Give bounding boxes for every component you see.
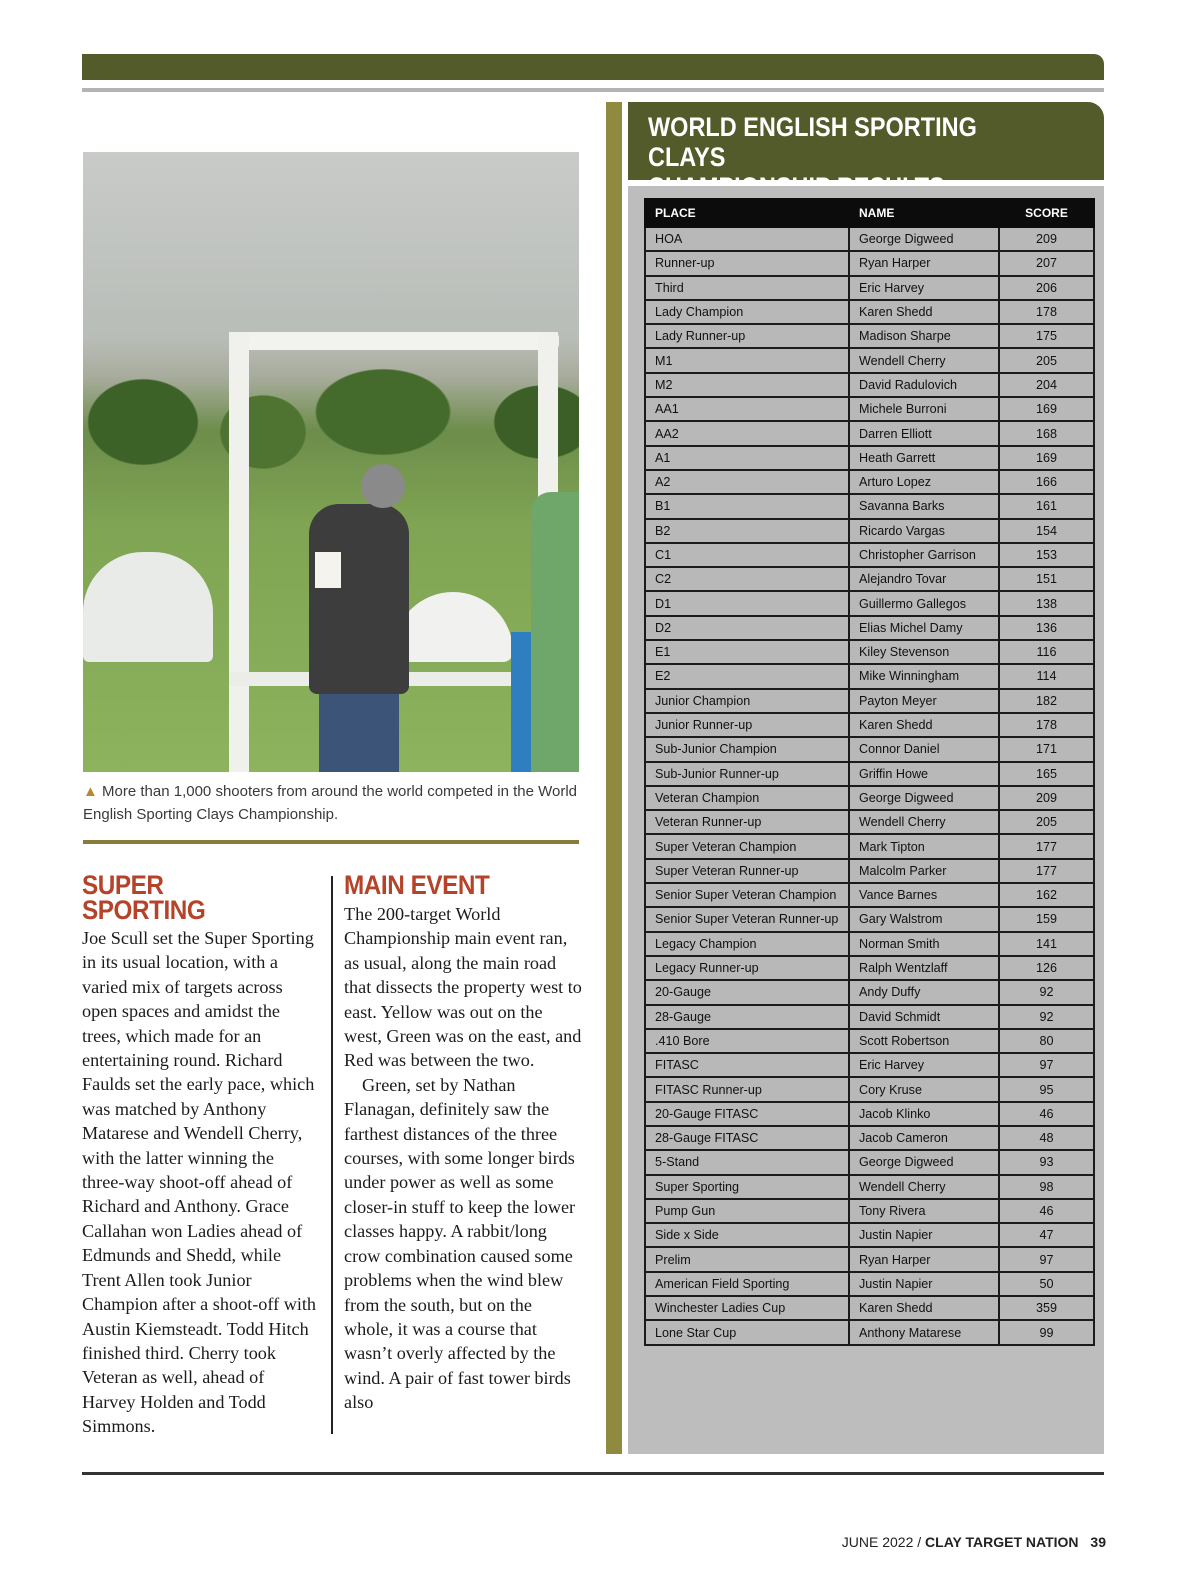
cell-name: Wendell Cherry [849,348,999,372]
cell-name: Gary Walstrom [849,907,999,931]
cell-place: Sub-Junior Champion [645,737,849,761]
table-row [645,1053,1094,1077]
cell-name: Alejandro Tovar [849,567,999,591]
cell-name: Karen Shedd [849,713,999,737]
photo-tent-right [393,592,513,662]
cell-name: Madison Sharpe [849,324,999,348]
table-row [645,1077,1094,1101]
table-row [645,1126,1094,1150]
table-row [645,1247,1094,1271]
cell-place: E1 [645,640,849,664]
cell-place: C2 [645,567,849,591]
photo-tent-left [83,552,213,662]
table-row [645,324,1094,348]
cell-name: Jacob Klinko [849,1102,999,1126]
results-side-rule [606,102,622,1454]
cell-name: Justin Napier [849,1272,999,1296]
table-row [645,397,1094,421]
cell-score: 204 [999,373,1094,397]
table-row [645,907,1094,931]
cell-score: 168 [999,421,1094,445]
table-row [645,227,1094,251]
cell-place: Junior Runner-up [645,713,849,737]
table-row [645,980,1094,1004]
table-row [645,834,1094,858]
cell-place: AA2 [645,421,849,445]
cell-score: 92 [999,1005,1094,1029]
bottom-rule [82,1472,1104,1475]
column-header-place: PLACE [645,199,849,227]
main-event-heading: MAIN EVENT [344,870,490,900]
cell-score: 136 [999,616,1094,640]
cell-score: 209 [999,786,1094,810]
cell-score: 46 [999,1199,1094,1223]
triangle-icon: ▲ [83,783,98,800]
cell-score: 114 [999,664,1094,688]
table-row [645,567,1094,591]
cell-name: Christopher Garrison [849,543,999,567]
table-row [645,494,1094,518]
cell-name: Michele Burroni [849,397,999,421]
super-sporting-body [82,926,320,1439]
cell-name: Elias Michel Damy [849,616,999,640]
super-sporting-paragraph: Joe Scull set the Super Sporting in its usual location, with a varied mix of targets across open spaces and amidst the trees, which made for an entertaining round. Richard Faulds set the early pace, which was matched by Anthony Matarese and Wendell Cherry, with the latter winning the three-way shoot-off ahead of Richard and Anthony. Grace Callahan won Ladies ahead of Edmunds and Shedd, while Trent Allen took Junior Champion after a shoot-off with Austin Kiemsteadt. Todd Hitch finished third. Cherry took Veteran as well, ahead of Harvey Holden and Todd Simmons. [82,928,317,1437]
cell-place: Runner-up [645,251,849,275]
cell-place: 28-Gauge [645,1005,849,1029]
cell-place: D2 [645,616,849,640]
page-number: 39 [1090,1534,1106,1550]
table-row [645,762,1094,786]
photo-shooter [309,504,409,694]
cell-score: 80 [999,1029,1094,1053]
cell-place: AA1 [645,397,849,421]
cell-score: 166 [999,470,1094,494]
cell-name: Jacob Cameron [849,1126,999,1150]
cell-place: D1 [645,591,849,615]
cell-place: Third [645,276,849,300]
cell-place: Pump Gun [645,1199,849,1223]
cell-score: 154 [999,519,1094,543]
cell-score: 205 [999,810,1094,834]
cell-score: 182 [999,689,1094,713]
cell-name: Guillermo Gallegos [849,591,999,615]
table-row [645,1296,1094,1320]
cell-name: Wendell Cherry [849,810,999,834]
results-title-line1: WORLD ENGLISH SPORTING CLAYS [648,112,977,172]
cell-score: 171 [999,737,1094,761]
footer-date: JUNE 2022 / [841,1534,922,1550]
cell-score: 47 [999,1223,1094,1247]
cell-name: Payton Meyer [849,689,999,713]
cell-score: 99 [999,1320,1094,1344]
cell-score: 207 [999,251,1094,275]
cell-name: Griffin Howe [849,762,999,786]
cell-place: Super Sporting [645,1175,849,1199]
table-row [645,1102,1094,1126]
cell-name: Wendell Cherry [849,1175,999,1199]
table-row [645,810,1094,834]
photo-caption [83,780,579,826]
cell-score: 359 [999,1296,1094,1320]
cell-score: 178 [999,713,1094,737]
table-row [645,276,1094,300]
cell-place: Junior Champion [645,689,849,713]
cell-name: Scott Robertson [849,1029,999,1053]
cell-place: E2 [645,664,849,688]
photo-caption-text: More than 1,000 shooters from around the world competed in the World English Sporting Clays Championship. [83,783,578,823]
cell-name: Heath Garrett [849,446,999,470]
column-header-score: SCORE [999,199,1094,227]
table-row [645,421,1094,445]
top-rule [82,88,1104,92]
cell-name: George Digweed [849,227,999,251]
table-row [645,616,1094,640]
column-divider [331,876,333,1434]
table-row [645,737,1094,761]
cell-name: Mike Winningham [849,664,999,688]
cell-name: George Digweed [849,786,999,810]
photo-frame-top [229,332,559,350]
super-sporting-heading [82,870,206,925]
table-row [645,543,1094,567]
cell-place: Legacy Champion [645,932,849,956]
cell-name: David Schmidt [849,1005,999,1029]
cell-name: Ryan Harper [849,251,999,275]
cell-name: Ricardo Vargas [849,519,999,543]
cell-place: B2 [645,519,849,543]
cell-place: Super Veteran Champion [645,834,849,858]
cell-score: 97 [999,1247,1094,1271]
cell-place: Lone Star Cup [645,1320,849,1344]
cell-score: 205 [999,348,1094,372]
cell-place: Winchester Ladies Cup [645,1296,849,1320]
cell-score: 165 [999,762,1094,786]
cell-score: 177 [999,859,1094,883]
cell-score: 138 [999,591,1094,615]
cell-place: Side x Side [645,1223,849,1247]
cell-place: M1 [645,348,849,372]
cell-score: 151 [999,567,1094,591]
results-header-row [645,199,1094,227]
table-row [645,251,1094,275]
cell-score: 162 [999,883,1094,907]
photo-shooter-legs [319,682,399,772]
table-row [645,300,1094,324]
table-row [645,956,1094,980]
table-row [645,1199,1094,1223]
photo-spectator [531,492,579,772]
cell-score: 126 [999,956,1094,980]
photo-shooter-bib [315,552,341,588]
cell-name: Arturo Lopez [849,470,999,494]
cell-place: C1 [645,543,849,567]
cell-place: 20-Gauge FITASC [645,1102,849,1126]
table-row [645,883,1094,907]
cell-score: 50 [999,1272,1094,1296]
results-table [644,198,1095,1346]
cell-name: Connor Daniel [849,737,999,761]
main-event-body [344,902,582,1415]
page-footer [842,1534,1106,1550]
table-row [645,1272,1094,1296]
cell-place: A1 [645,446,849,470]
cell-place: FITASC [645,1053,849,1077]
cell-place: 20-Gauge [645,980,849,1004]
table-row [645,519,1094,543]
cell-name: Kiley Stevenson [849,640,999,664]
cell-score: 178 [999,300,1094,324]
photo-trees [83,332,579,482]
photo-shooter-cap [361,464,405,508]
cell-place: Sub-Junior Runner-up [645,762,849,786]
cell-name: David Radulovich [849,373,999,397]
results-title-bar [628,102,1104,180]
table-row [645,786,1094,810]
cell-name: Ryan Harper [849,1247,999,1271]
cell-place: Senior Super Veteran Champion [645,883,849,907]
cell-name: Vance Barnes [849,883,999,907]
cell-name: Norman Smith [849,932,999,956]
cell-place: Veteran Champion [645,786,849,810]
main-event-paragraph-2: Green, set by Nathan Flanagan, definitely saw the farthest distances of the three courses, with some longer birds under power as well as some closer-in stuff to keep the lower classes happy. A rabbit/long crow combination caused some problems when the wind blew from the south, but on the whole, it was a course that wasn’t overly affected by the wind. A pair of fast tower birds also [344,1074,576,1413]
cell-place: HOA [645,227,849,251]
cell-score: 48 [999,1126,1094,1150]
cell-place: A2 [645,470,849,494]
cell-score: 92 [999,980,1094,1004]
cell-place: Senior Super Veteran Runner-up [645,907,849,931]
cell-score: 97 [999,1053,1094,1077]
top-banner-bar [82,54,1104,80]
cell-place: Veteran Runner-up [645,810,849,834]
table-row [645,373,1094,397]
table-row [645,1005,1094,1029]
cell-place: Lady Runner-up [645,324,849,348]
cell-score: 141 [999,932,1094,956]
cell-name: Anthony Matarese [849,1320,999,1344]
cell-place: Prelim [645,1247,849,1271]
photo-frame-left [229,332,249,772]
cell-place: B1 [645,494,849,518]
cell-score: 95 [999,1077,1094,1101]
cell-score: 206 [999,276,1094,300]
footer-magazine: CLAY TARGET NATION [925,1534,1079,1550]
cell-score: 161 [999,494,1094,518]
caption-divider [83,840,579,844]
table-row [645,1150,1094,1174]
super-sporting-heading-line1: SUPER [82,870,164,900]
cell-name: Ralph Wentzlaff [849,956,999,980]
cell-name: Savanna Barks [849,494,999,518]
table-row [645,446,1094,470]
cell-name: Karen Shedd [849,1296,999,1320]
table-row [645,713,1094,737]
table-row [645,859,1094,883]
cell-score: 209 [999,227,1094,251]
cell-name: Justin Napier [849,1223,999,1247]
table-row [645,470,1094,494]
cell-place: Legacy Runner-up [645,956,849,980]
cell-score: 177 [999,834,1094,858]
cell-name: Tony Rivera [849,1199,999,1223]
cell-score: 169 [999,446,1094,470]
cell-name: Andy Duffy [849,980,999,1004]
table-row [645,348,1094,372]
cell-place: M2 [645,373,849,397]
event-photo [83,152,579,772]
table-row [645,689,1094,713]
cell-score: 46 [999,1102,1094,1126]
table-row [645,1223,1094,1247]
cell-name: Mark Tipton [849,834,999,858]
cell-score: 98 [999,1175,1094,1199]
column-header-name: NAME [849,199,999,227]
table-row [645,664,1094,688]
cell-name: George Digweed [849,1150,999,1174]
main-event-paragraph-1: The 200-target World Championship main event ran, as usual, along the main road that dissects the property west to east. Yellow was out on the west, Green was on the east, and Red was between the two. [344,904,582,1071]
cell-place: Lady Champion [645,300,849,324]
cell-score: 153 [999,543,1094,567]
cell-place: Super Veteran Runner-up [645,859,849,883]
cell-score: 175 [999,324,1094,348]
cell-name: Eric Harvey [849,1053,999,1077]
table-row [645,932,1094,956]
cell-score: 93 [999,1150,1094,1174]
cell-score: 169 [999,397,1094,421]
cell-place: American Field Sporting [645,1272,849,1296]
results-body [645,227,1094,1345]
table-row [645,1175,1094,1199]
cell-place: FITASC Runner-up [645,1077,849,1101]
super-sporting-heading-line2: SPORTING [82,895,206,925]
cell-name: Karen Shedd [849,300,999,324]
cell-score: 159 [999,907,1094,931]
cell-place: 28-Gauge FITASC [645,1126,849,1150]
cell-name: Eric Harvey [849,276,999,300]
table-row [645,1320,1094,1344]
cell-name: Malcolm Parker [849,859,999,883]
cell-name: Darren Elliott [849,421,999,445]
table-row [645,591,1094,615]
cell-place: 5-Stand [645,1150,849,1174]
cell-place: .410 Bore [645,1029,849,1053]
table-row [645,1029,1094,1053]
cell-name: Cory Kruse [849,1077,999,1101]
cell-score: 116 [999,640,1094,664]
table-row [645,640,1094,664]
